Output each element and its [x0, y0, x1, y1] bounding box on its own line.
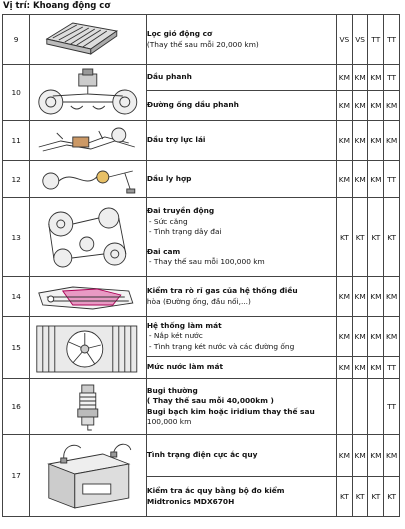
code-cell: KT	[352, 477, 368, 517]
code-cell: KM	[384, 121, 400, 161]
code-cell: KT	[336, 477, 352, 517]
code-cell: KM	[384, 435, 400, 477]
code-cell: TT	[368, 15, 384, 65]
code-cell: VS	[352, 15, 368, 65]
code-cell: VS	[336, 15, 352, 65]
ac-system-image	[30, 277, 147, 317]
table-row	[3, 161, 400, 198]
code-cell: TT	[384, 161, 400, 198]
code-cell: KM	[368, 357, 384, 379]
table-row	[3, 121, 400, 161]
code-cell: KM	[336, 91, 352, 121]
table-row	[3, 15, 400, 65]
cooling-system-desc: Hệ thống làm mát - Nắp két nước - Tình trạng két nước và các đường ống	[146, 317, 336, 357]
air-filter-image	[30, 15, 147, 65]
code-cell: KM	[368, 65, 384, 91]
clutch-system-image	[30, 161, 147, 198]
code-cell: KT	[384, 477, 400, 517]
code-cell: KM	[336, 277, 352, 317]
code-cell: KM	[368, 435, 384, 477]
code-cell: KM	[368, 277, 384, 317]
code-cell: TT	[384, 357, 400, 379]
code-cell: KM	[368, 91, 384, 121]
code-cell: KM	[352, 65, 368, 91]
code-cell: KM	[384, 277, 400, 317]
table-row	[3, 198, 400, 277]
code-cell: KT	[352, 198, 368, 277]
row-desc: Lọc gió động cơ (Thay thế sau mỗi 20,000 km)	[146, 15, 336, 65]
code-cell: TT	[384, 379, 400, 435]
code-cell: KM	[352, 317, 368, 357]
brake-fluid-label: Dầu phanh	[146, 65, 336, 91]
row-number: 9	[3, 15, 30, 65]
code-cell: KM	[336, 121, 352, 161]
brake-system-image	[30, 65, 147, 121]
row-desc: Đai truyền động - Sức căng - Tình trạng dây đai Đai cam - Thay thế sau mỗi 100,000 km	[146, 198, 336, 277]
row-desc: Kiểm tra rò rỉ gas của hệ thống điều hòa (Đường ống, đầu nối,...)	[146, 277, 336, 317]
row-number: 13	[3, 198, 30, 277]
code-cell: TT	[384, 15, 400, 65]
battery-terminal-label: Tình trạng điện cực ắc quy	[146, 435, 336, 477]
code-cell: KM	[352, 435, 368, 477]
maintenance-table	[2, 14, 400, 517]
table-row	[3, 317, 400, 357]
code-cell: KM	[368, 317, 384, 357]
battery-image	[30, 435, 147, 517]
row-desc: Dầu ly hợp	[146, 161, 336, 198]
coolant-level-label: Mức nước làm mát	[146, 357, 336, 379]
row-number: 15	[3, 317, 30, 379]
brake-line-label: Đường ống dầu phanh	[146, 91, 336, 121]
row-number: 14	[3, 277, 30, 317]
code-cell: KM	[336, 161, 352, 198]
row-number: 16	[3, 379, 30, 435]
code-cell: KM	[336, 435, 352, 477]
code-cell: KM	[384, 317, 400, 357]
table-row	[3, 65, 400, 91]
code-cell: KT	[384, 198, 400, 277]
code-cell: KT	[336, 198, 352, 277]
code-cell: KM	[352, 357, 368, 379]
location-header: Vị trí: Khoang động cơ	[3, 1, 111, 11]
row-number: 17	[3, 435, 30, 517]
spark-plug-image	[30, 379, 147, 435]
code-cell: KM	[368, 161, 384, 198]
code-cell: KM	[384, 91, 400, 121]
code-cell: KM	[352, 161, 368, 198]
code-cell	[368, 379, 384, 435]
table-row	[3, 379, 400, 435]
code-cell: KM	[368, 121, 384, 161]
code-cell: KM	[336, 357, 352, 379]
row-number: 12	[3, 161, 30, 198]
row-desc: Dầu trợ lực lái	[146, 121, 336, 161]
code-cell	[352, 379, 368, 435]
power-steering-image	[30, 121, 147, 161]
code-cell	[336, 379, 352, 435]
row-number: 10	[3, 65, 30, 121]
battery-test-desc: Kiểm tra ắc quy bằng bộ đo kiểm Midtronics MDX670H	[146, 477, 336, 517]
code-cell: KT	[368, 198, 384, 277]
radiator-image	[30, 317, 147, 379]
code-cell: KM	[352, 91, 368, 121]
code-cell: KM	[336, 317, 352, 357]
table-row	[3, 435, 400, 477]
row-number: 11	[3, 121, 30, 161]
code-cell: KM	[336, 65, 352, 91]
code-cell: KT	[368, 477, 384, 517]
code-cell: KM	[352, 277, 368, 317]
drive-belt-image	[30, 198, 147, 277]
row-desc: Bugi thường ( Thay thế sau mỗi 40,000km ) Bugi bạch kim hoặc iridium thay thế sau 100,000 km	[146, 379, 336, 435]
code-cell: TT	[384, 65, 400, 91]
table-row	[3, 277, 400, 317]
code-cell: KM	[352, 121, 368, 161]
